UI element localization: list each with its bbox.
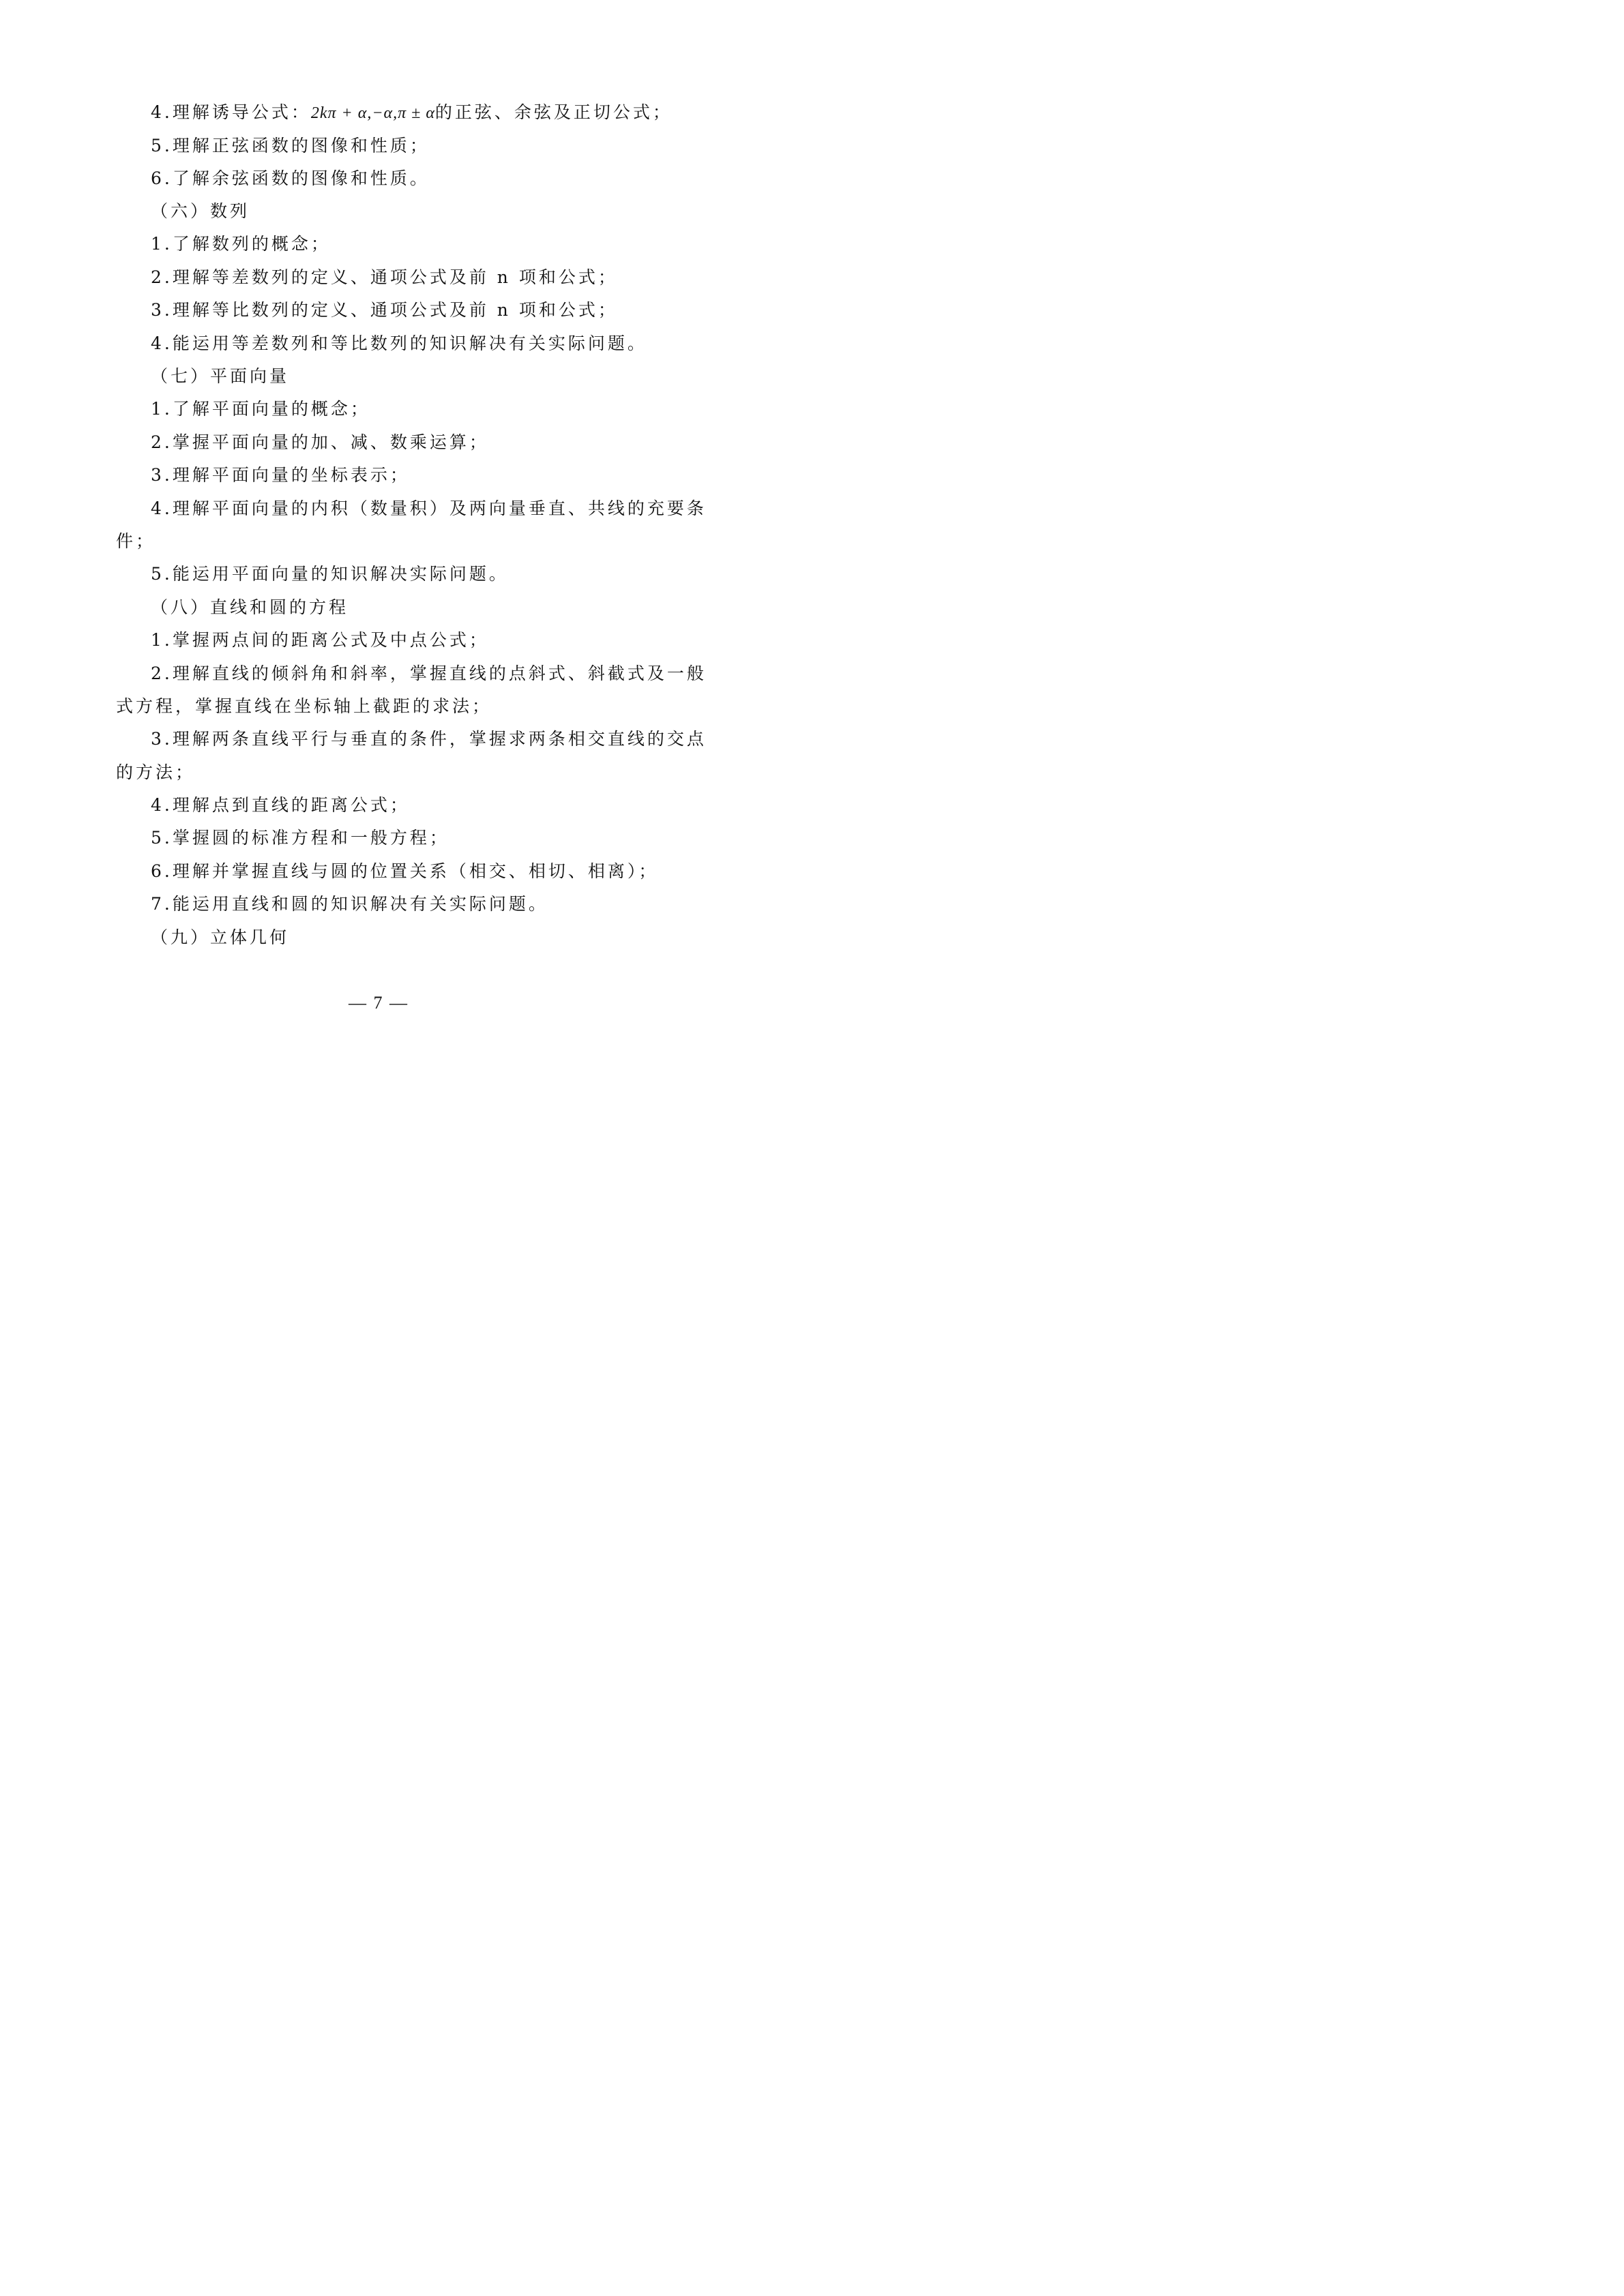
list-item: 2.理解直线的倾斜角和斜率，掌握直线的点斜式、斜截式及一般 (151, 664, 707, 683)
list-item: 4.理解平面向量的内积（数量积）及两向量垂直、共线的充要条 (151, 498, 707, 518)
list-item: 7.能运用直线和圆的知识解决有关实际问题。 (151, 894, 548, 914)
list-item: 3.理解两条直线平行与垂直的条件，掌握求两条相交直线的交点 (151, 729, 707, 749)
induction-formula-math: 2kπ + α,−α,π ± α (310, 104, 435, 122)
list-item: 1.了解平面向量的概念； (151, 399, 370, 419)
item-induction-formula-prefix: 4.理解诱导公式： (151, 102, 311, 122)
document-page (0, 0, 757, 1069)
list-item: 6.理解并掌握直线与圆的位置关系（相交、相切、相离）； (151, 861, 659, 881)
list-item: 5.能运用平面向量的知识解决实际问题。 (151, 564, 509, 584)
list-item: 2.掌握平面向量的加、减、数乘运算； (151, 432, 489, 452)
list-item: 5.掌握圆的标准方程和一般方程； (151, 828, 449, 848)
list-item: 4.理解点到直线的距离公式； (151, 795, 410, 815)
list-item: 5.理解正弦函数的图像和性质； (151, 136, 430, 155)
list-item: 3.理解平面向量的坐标表示； (151, 465, 410, 485)
section-heading-solid-geometry: （九）立体几何 (151, 927, 290, 947)
section-heading-lines-circles: （八）直线和圆的方程 (151, 597, 349, 617)
list-item: 3.理解等比数列的定义、通项公式及前 n 项和公式； (151, 300, 618, 320)
list-item: 1.了解数列的概念； (151, 234, 331, 254)
list-item-continuation: 式方程，掌握直线在坐标轴上截距的求法； (116, 696, 492, 716)
page-number: — 7 — (349, 993, 409, 1013)
list-item: 2.理解等差数列的定义、通项公式及前 n 项和公式； (151, 267, 618, 287)
list-item: 6.了解余弦函数的图像和性质。 (151, 168, 430, 188)
section-heading-sequences: （六）数列 (151, 201, 250, 221)
list-item: 1.掌握两点间的距离公式及中点公式； (151, 630, 489, 650)
section-heading-vectors: （七）平面向量 (151, 366, 290, 386)
list-item-continuation: 的方法； (116, 762, 196, 782)
list-item-continuation: 件； (116, 531, 156, 551)
item-induction-formula (151, 101, 673, 125)
item-induction-formula-suffix: 的正弦、余弦及正切公式； (434, 102, 673, 122)
list-item: 4.能运用等差数列和等比数列的知识解决有关实际问题。 (151, 333, 647, 353)
